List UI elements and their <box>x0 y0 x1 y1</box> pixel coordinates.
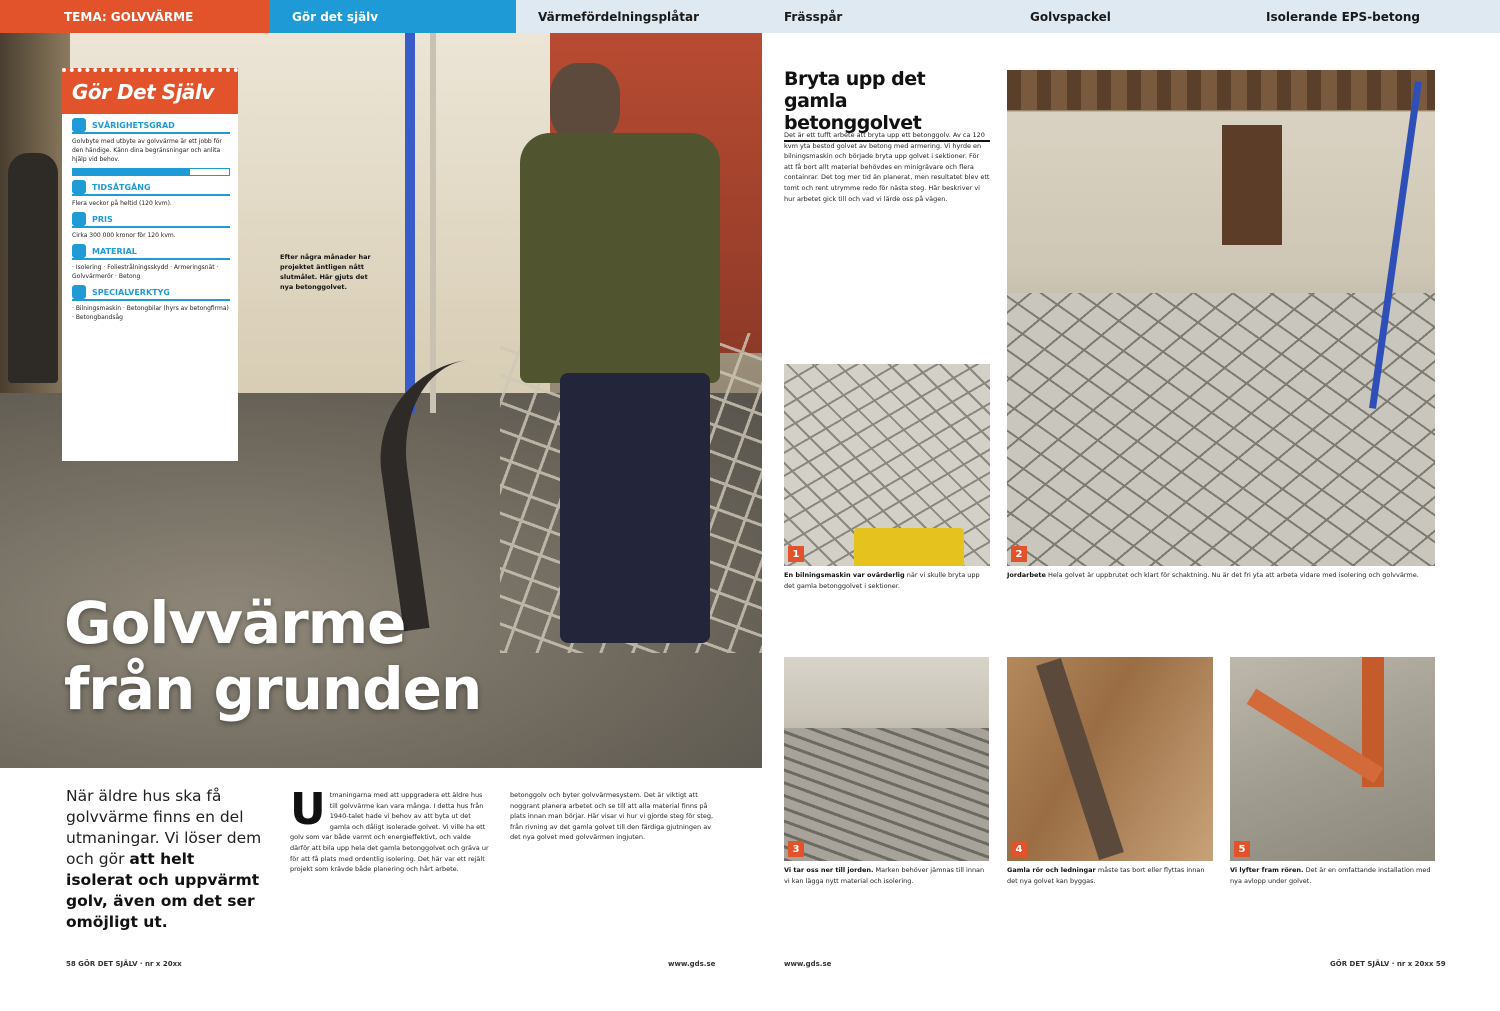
photo-cracked-concrete <box>1007 293 1435 566</box>
diy-section-text: · Bilningsmaskin · Betongbilar (hyrs av betongfirma) · Betongbandsåg <box>72 305 229 321</box>
photo-number: 5 <box>1234 841 1250 857</box>
photo-broken-floor <box>1007 70 1435 566</box>
diy-section-text: · Isolering · Foliestrålningsskydd · Armeringsnät · Golvvärmerör · Betong <box>72 264 219 280</box>
diy-section-price <box>72 212 230 240</box>
tools-icon <box>72 285 86 299</box>
diy-section-tools <box>72 285 230 322</box>
clock-icon <box>72 180 86 194</box>
caption-lead: Jordarbete <box>1007 571 1046 579</box>
photo-breaker-machine <box>784 364 990 566</box>
photo-new-drains <box>1230 657 1435 861</box>
diy-section-difficulty <box>72 118 230 176</box>
diy-section-text: Cirka 300 000 kronor för 120 kvm. <box>72 232 176 239</box>
nav-tab-heat-plates[interactable]: Värmefördelningsplåtar <box>538 9 699 24</box>
diy-section-title: PRIS <box>92 214 113 224</box>
photo-old-pipes <box>1007 657 1213 861</box>
photo-number: 4 <box>1011 841 1027 857</box>
body-column-2: betonggolv och byter golvvärmesystem. Det är viktigt att noggrant planera arbetet och se till att alla material finns på plats innan man börjar. Här visar vi hur vi gjorde steg för steg, från rivning av det gamla golvet till den färdiga gjutningen av det nya golvet med golvvärmen ingjuten. <box>510 791 714 842</box>
intro-bold: att helt isolerat och uppvärmt golv, även om det ser omöjligt ut. <box>66 850 260 931</box>
article-intro <box>66 786 266 933</box>
photo-caption-4 <box>1007 865 1213 886</box>
photo-number: 3 <box>788 841 804 857</box>
caption-lead: Vi tar oss ner till jorden. <box>784 866 874 874</box>
caption-lead: Gamla rör och ledningar <box>1007 866 1096 874</box>
diy-section-material <box>72 244 230 281</box>
photo-caption-3 <box>784 865 989 886</box>
nav-tab-milled-grooves[interactable]: Frässpår <box>784 9 843 24</box>
worker-head <box>550 63 620 143</box>
difficulty-icon <box>72 118 86 132</box>
title-line-2: från grunden <box>64 655 482 723</box>
body-column-1 <box>290 784 490 875</box>
nav-tab-theme[interactable]: TEMA: GOLVVÄRME <box>0 0 270 33</box>
worker-legs <box>560 373 710 643</box>
nav-tab-diy[interactable]: Gör det själv <box>270 0 516 33</box>
section-heading: Bryta upp det gamla betonggolvet <box>784 68 990 142</box>
diy-section-title: TIDSÅTGÅNG <box>92 182 151 192</box>
caption-text: när vi skulle bryta upp det gamla betonggolvet i sektioner. <box>784 571 980 590</box>
photo-number: 2 <box>1011 546 1027 562</box>
folio-right-web[interactable]: www.gds.se <box>784 960 832 968</box>
body-text: tmaningarna med att uppgradera ett äldre hus till golvvärme kan vara många. I detta hus från 1940-talet hade vi behov av att byta ut det gamla och dåligt isolerade golvet. Vi ville ha ett golv som var både varmt och energieffektivt, och valde därför att bila upp hela det gamla betonggolvet och gräva ur för att få plats med ordentlig isolering. Det här var ett rejält projekt som krävde både planering och hårt arbete. <box>290 791 489 874</box>
drop-cap: U <box>290 784 326 835</box>
caption-text: måste tas bort eller flyttas innan det nya golvet kan byggas. <box>1007 866 1205 885</box>
diy-section-time <box>72 180 230 208</box>
article-title <box>64 590 481 722</box>
photo-background-worker <box>8 153 58 383</box>
title-line-1: Golvvärme <box>64 589 406 657</box>
diy-section-text: Flera veckor på heltid (120 kvm). <box>72 200 172 207</box>
material-icon <box>72 244 86 258</box>
intro-plain: När äldre hus ska få golvvärme finns en del utmaningar. Vi löser dem och gör <box>66 787 262 868</box>
photo-grey-pipe <box>430 33 436 413</box>
diy-info-box <box>62 68 238 461</box>
folio-left: 58 GÖR DET SJÄLV · nr x 20xx <box>66 960 182 968</box>
photo-caption-2 <box>1007 570 1435 581</box>
diy-badge: Gör Det Själv <box>62 68 238 114</box>
price-icon <box>72 212 86 226</box>
photo-blue-pipe <box>405 33 415 413</box>
section-body-text: Det är ett tufft arbete att bryta upp ett betonggolv. Av ca 120 kvm yta bestod golvet av betong med armering. Vi hyrde en bilningsmaskin och började bryta upp golvet i sektioner. För att få bort allt material behövdes en minigrävare och flera containrar. Det tog mer tid än planerat, men resultatet blev ett tomt och rent utrymme redo för nästa steg. Här beskriver vi hur arbetet gick till och vad vi lärde oss på vägen. <box>784 131 990 203</box>
top-navigation <box>0 0 1500 33</box>
nav-tab-eps-concrete[interactable]: Isolerande EPS-betong <box>1266 9 1421 24</box>
hero-photo-caption: Efter några månader har projektet äntligen nått slutmålet. Här gjuts det nya betonggolvet. <box>280 253 371 291</box>
photo-worker <box>520 63 740 653</box>
caption-lead: En bilningsmaskin var ovärderlig <box>784 571 905 579</box>
caption-text: Hela golvet är uppbrutet och klart för schaktning. Nu är det fri yta att arbeta vidare med isolering och golvvärme. <box>1045 571 1419 579</box>
nav-tab-floor-filler[interactable]: Golvspackel <box>1030 9 1111 24</box>
diy-section-text: Golvbyte med utbyte av golvvärme är ett jobb för den händige. Känn dina begränsningar och anlita hjälp vid behov. <box>72 138 222 163</box>
photo-yellow-breaker <box>854 528 964 566</box>
worker-torso <box>520 133 720 383</box>
difficulty-bar <box>72 168 230 176</box>
folio-left-web[interactable]: www.gds.se <box>668 960 716 968</box>
diy-section-title: MATERIAL <box>92 246 137 256</box>
photo-ceiling-beams <box>1007 70 1435 110</box>
photo-rubble <box>784 728 989 861</box>
photo-number: 1 <box>788 546 804 562</box>
caption-lead: Vi lyfter fram rören. <box>1230 866 1304 874</box>
difficulty-bar-fill <box>73 169 190 175</box>
folio-right: GÖR DET SJÄLV · nr x 20xx 59 <box>1330 960 1446 968</box>
diy-section-title: SPECIALVERKTYG <box>92 287 170 297</box>
photo-drain-pipe <box>1036 658 1124 860</box>
photo-doorway <box>1222 125 1282 245</box>
photo-caption-5 <box>1230 865 1435 886</box>
photo-excavation <box>784 657 989 861</box>
caption-text: Marken behöver jämnas till innan vi kan lägga nytt material och isolering. <box>784 866 985 885</box>
diy-section-title: SVÅRIGHETSGRAD <box>92 120 175 130</box>
photo-caption-1 <box>784 570 990 591</box>
caption-text: Det är en omfattande installation med nya avlopp under golvet. <box>1230 866 1431 885</box>
